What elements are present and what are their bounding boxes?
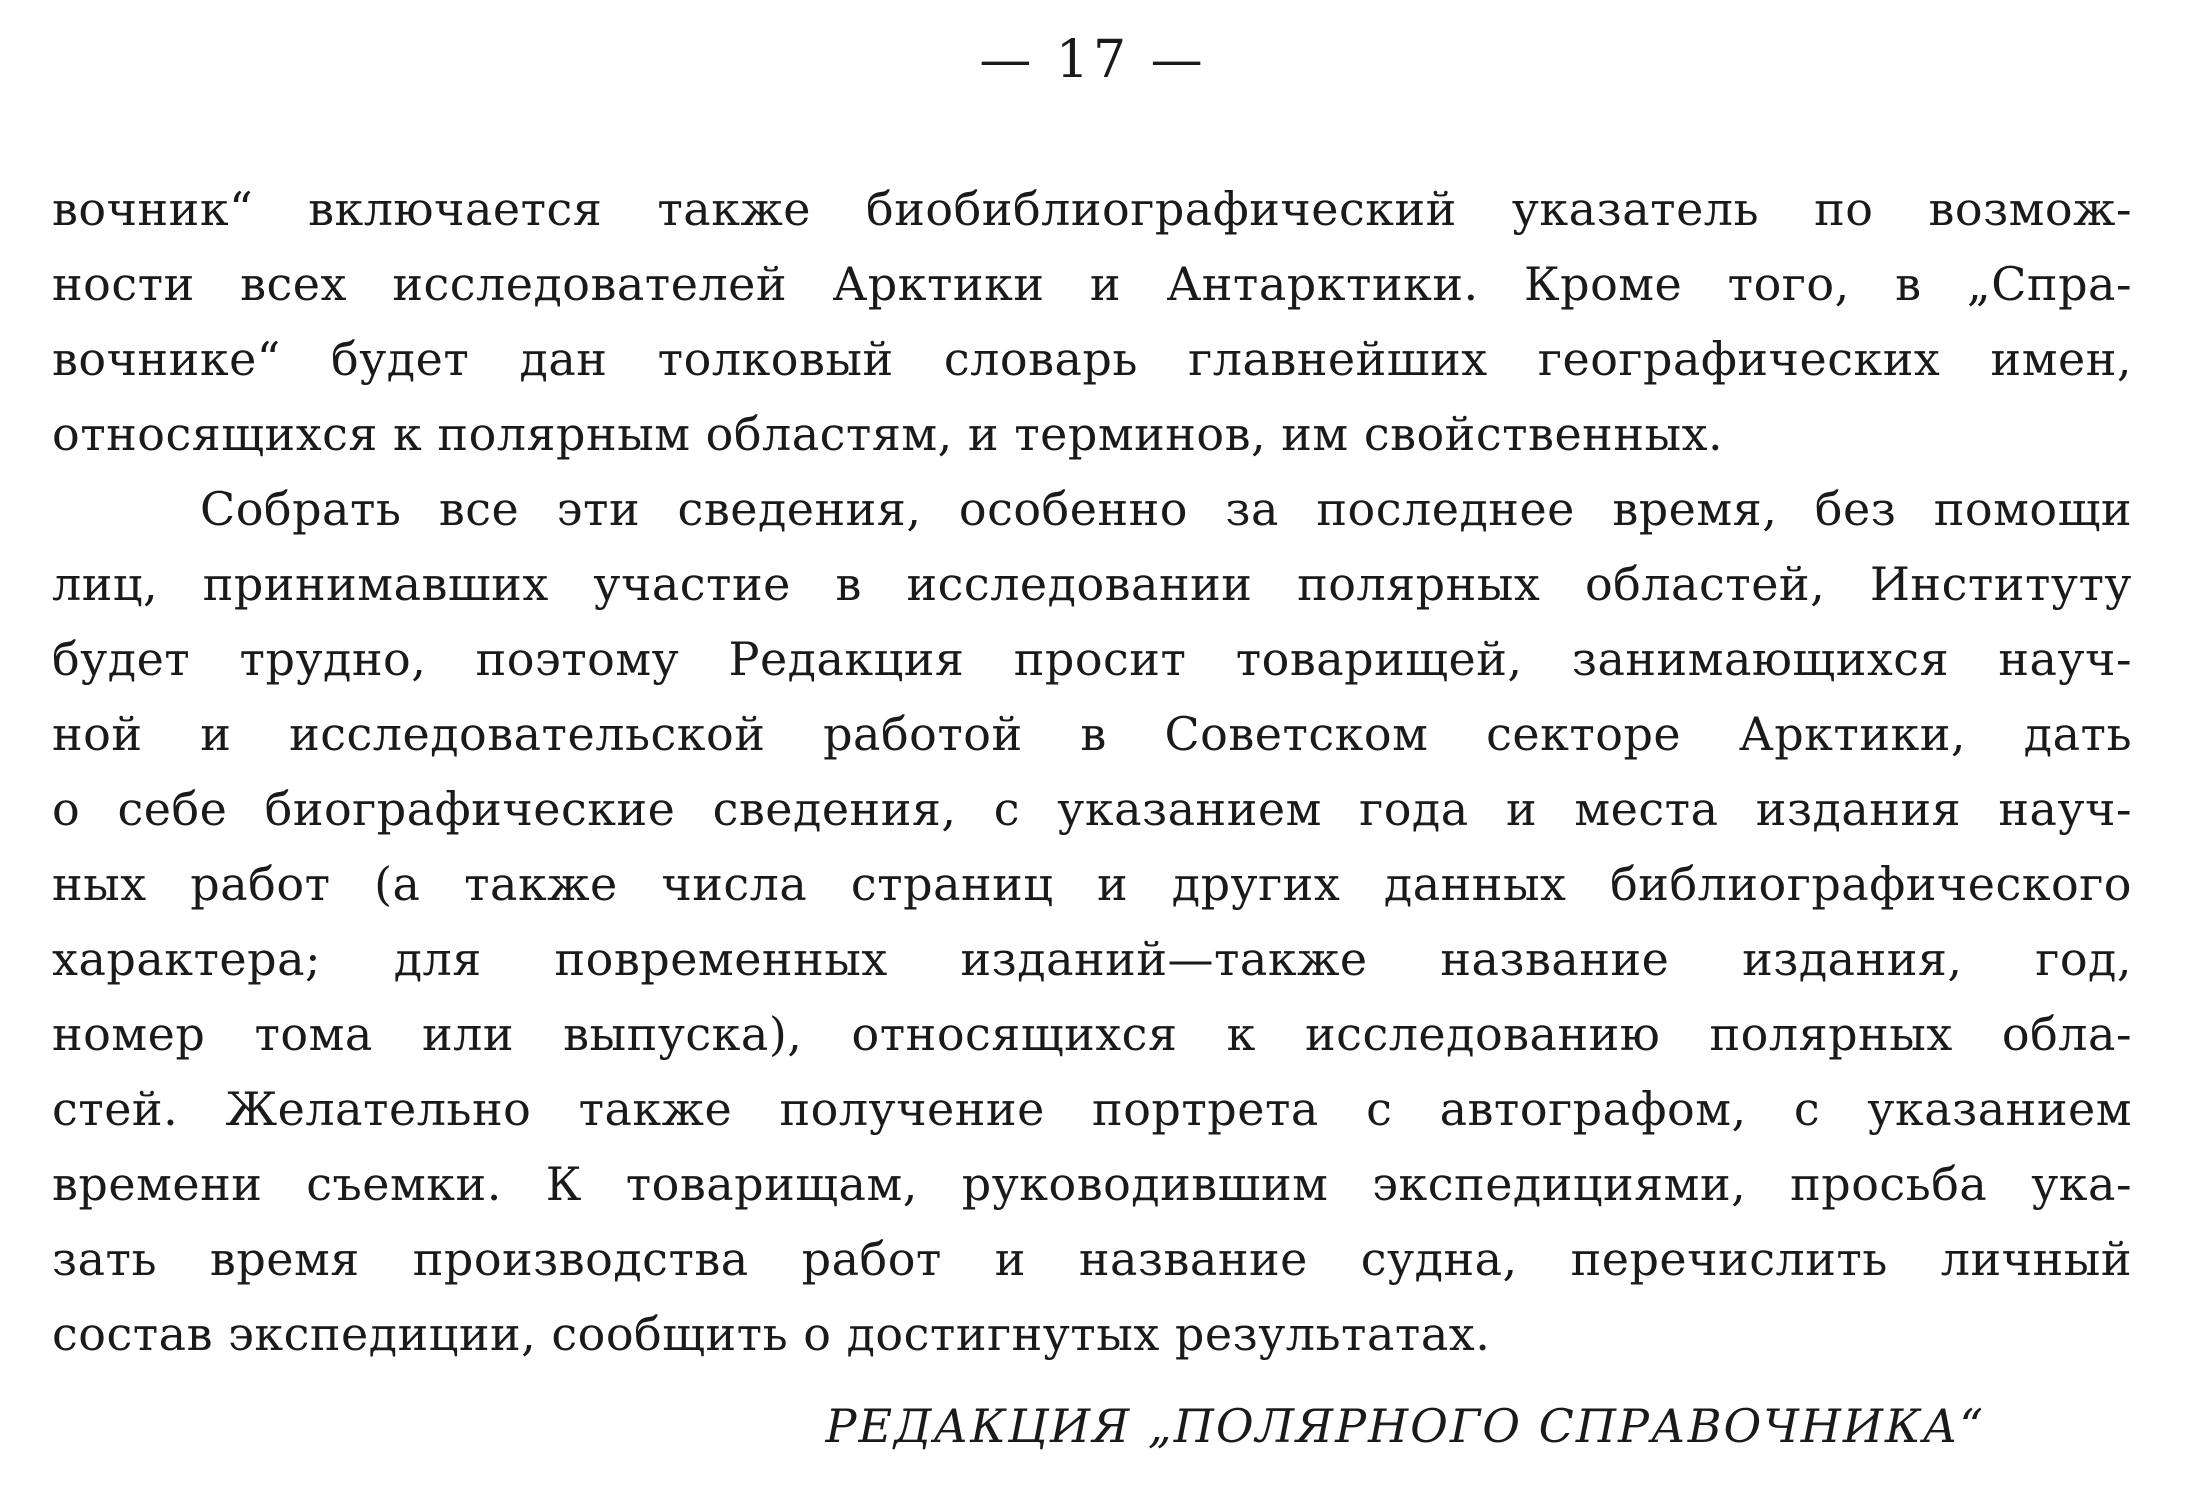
text-line: времени съемки. К товарищам, руководившим экспедициями, просьба ука- [52,1157,2132,1211]
text-line: стей. Желательно также получение портрета с автографом, с указанием [52,1082,2132,1136]
text-line: будет трудно, поэтому Редакция просит товарищей, занимающихся науч- [52,632,2132,686]
text-line: ных работ (а также числа страниц и других данных библиографического [52,857,2132,911]
text-line: характера; для повременных изданий—также название издания, год, [52,932,2132,986]
text-line: вочник“ включается также биобиблиографический указатель по возмож- [52,182,2132,236]
paragraph-2 [52,472,2132,1372]
page-number: — 17 — [979,30,1207,90]
body-text [52,172,2132,1372]
text-line: о себе биографические сведения, с указанием года и места издания науч- [52,782,2132,836]
text-line: лиц, принимавших участие в исследовании полярных областей, Институту [52,557,2132,611]
text-line: вочнике“ будет дан толковый словарь главнейших географических имен, [52,332,2132,386]
text-line: зать время производства работ и название судна, перечислить личный [52,1232,2132,1286]
text-line: ности всех исследователей Арктики и Антарктики. Кроме того, в „Спра- [52,257,2132,311]
editorial-signature: РЕДАКЦИЯ „ПОЛЯРНОГО СПРАВОЧНИКА“ [825,1399,1985,1453]
text-line: состав экспедиции, сообщить о достигнутых результатах. [52,1307,1491,1361]
text-line: ной и исследовательской работой в Советском секторе Арктики, дать [52,707,2132,761]
text-line: относящихся к полярным областям, и терминов, им свойственных. [52,407,1724,461]
paragraph-1 [52,172,2132,472]
text-line: Собрать все эти сведения, особенно за последнее время, без помощи [200,482,2132,536]
text-line: номер тома или выпуска), относящихся к исследованию полярных обла- [52,1007,2132,1061]
